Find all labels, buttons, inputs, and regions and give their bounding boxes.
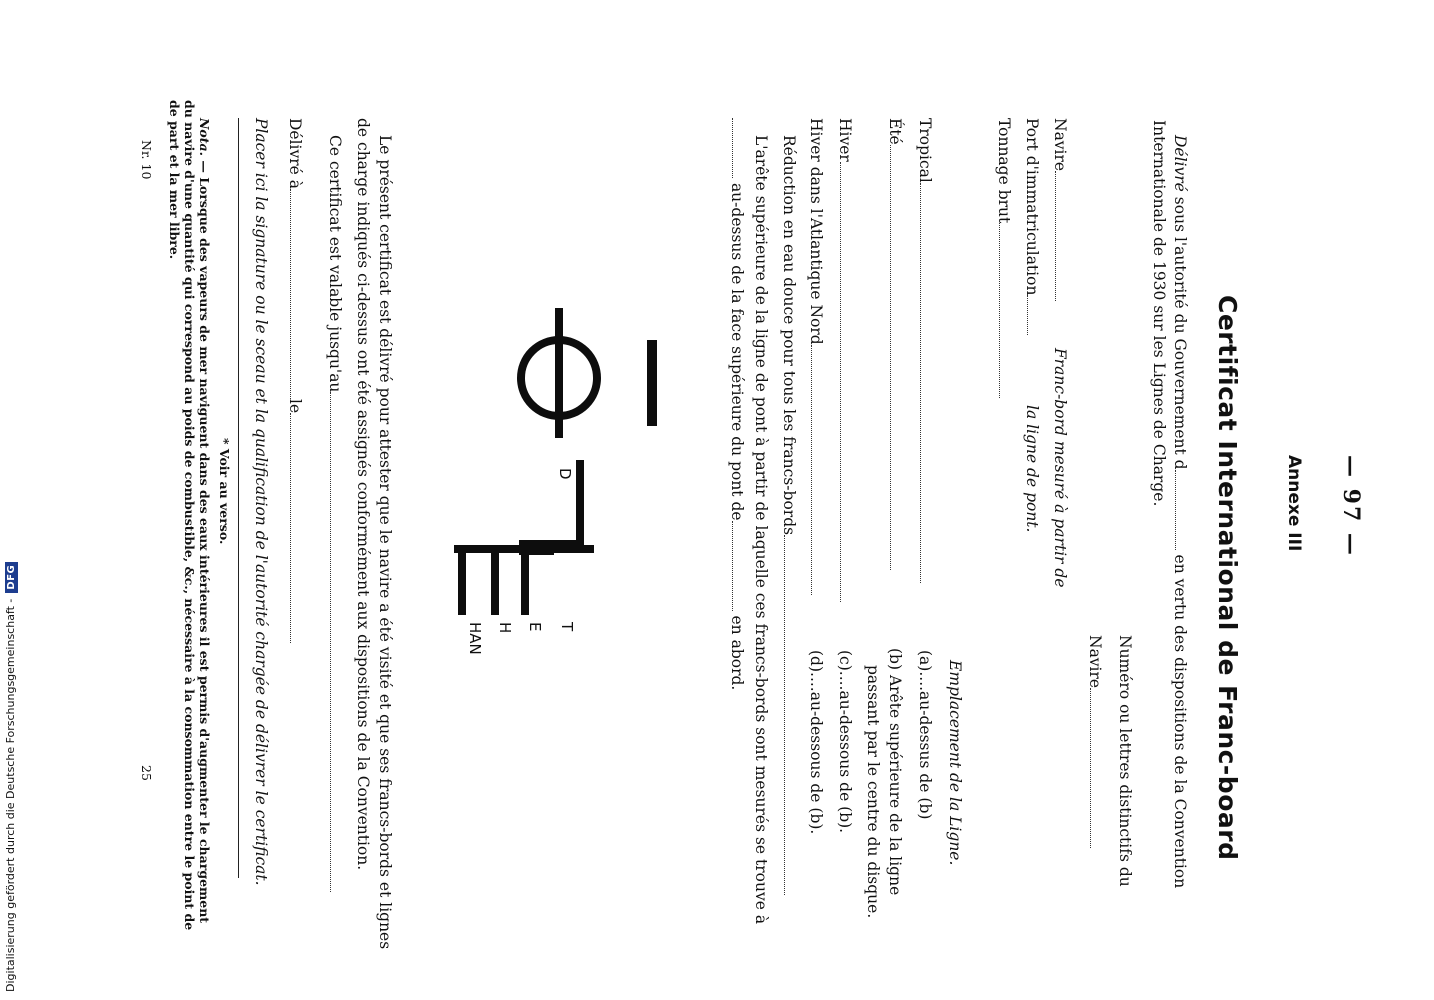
freeboard-header-1: Franc-bord mesuré à partir de xyxy=(1051,348,1069,588)
valid-line xyxy=(326,135,344,892)
diagram-label-han: HAN xyxy=(466,622,484,655)
nota-line-1 xyxy=(197,118,212,923)
document-title: Certificat International de Franc-board xyxy=(1213,295,1242,861)
vertical-line-mark xyxy=(576,460,584,545)
credit-text: Digitalisierung gefördert durch die Deutsche Forschungsgemeinschaft - xyxy=(4,598,17,992)
delivre-place-field xyxy=(290,189,303,399)
line-atlantique-label: Hiver dans l'Atlantique Nord xyxy=(807,118,825,345)
line-atlantique-field xyxy=(811,345,824,595)
numero-field xyxy=(1090,688,1103,848)
delivre-date-field xyxy=(290,413,303,643)
footer-page-number: 25 xyxy=(139,765,154,781)
plimsoll-disc xyxy=(489,298,629,460)
nota-label: Nota. xyxy=(197,118,212,156)
intro-line-2: Internationale de 1930 sur les Lignes de Charge. xyxy=(1150,120,1168,507)
diagram-label-d: D xyxy=(556,468,574,480)
line-hiver-position: (c)....au-dessous de (b). xyxy=(836,650,854,834)
port-line xyxy=(1023,118,1041,335)
signature-rule xyxy=(238,118,239,878)
line-ete-position: (b) Arête supérieure de la ligne xyxy=(886,648,904,896)
deck-line-mark xyxy=(647,340,657,426)
certification-line-2: de charge indiqués ci-dessus ont été assignés conformément aux dispositions de la Convention. xyxy=(354,118,372,871)
winter-mark xyxy=(491,545,499,615)
emplacement-header: Emplacement de la Ligne. xyxy=(946,660,964,866)
intro-line-1 xyxy=(1171,135,1189,888)
numero-label: Numéro ou lettres distinctifs du xyxy=(1116,635,1134,887)
annexe-label: Annexe III xyxy=(1284,455,1304,552)
line-ete-position-2: passant par le centre du disque. xyxy=(864,665,882,919)
delivre-label: Délivré à xyxy=(286,118,304,190)
port-field xyxy=(1027,295,1040,335)
reduction-field xyxy=(784,535,797,895)
arete-depth-field xyxy=(732,118,745,178)
arete-line-2 xyxy=(728,118,746,690)
line-ete xyxy=(886,118,904,570)
marks-stem xyxy=(454,545,554,553)
diagram-label-t: T xyxy=(558,622,576,632)
diagram-label-h: H xyxy=(496,622,514,634)
winter-na-mark xyxy=(458,545,466,615)
intro-delivre: Délivré xyxy=(1171,135,1189,192)
nota-text-1: — Lorsque des vapeurs de mer naviguent dans des eaux intérieures il est permis d'augmenter le chargement xyxy=(197,160,212,924)
reduction-line xyxy=(780,135,798,895)
intro-convention: en vertu des dispositions de la Convention xyxy=(1171,554,1189,889)
reduction-label: Réduction en eau douce pour tous les francs-bords xyxy=(780,135,798,536)
summer-mark xyxy=(521,545,529,615)
line-tropical xyxy=(916,118,934,583)
arete-line-1: L'arête supérieure de la ligne de pont à partir de laquelle ces francs-bords sont mesurés se trouve à xyxy=(752,135,770,925)
delivre-line xyxy=(286,118,304,643)
line-hiver-field xyxy=(840,162,853,602)
line-ete-label: Été xyxy=(886,118,904,145)
line-atlantique-position: (d)....au-dessous de (b). xyxy=(807,650,825,835)
nota-line-2: du navire d'une quantité qui correspond au poids de combustible, &c., nécessaire à la consommation entre le point de xyxy=(182,100,197,931)
navire-label: Navire xyxy=(1051,118,1069,172)
nota-line-3: de part et la mer libre. xyxy=(167,100,182,260)
arete-en-abord: en abord. xyxy=(728,615,746,691)
arete-deck-field xyxy=(732,521,745,611)
line-tropical-label: Tropical xyxy=(916,118,934,183)
numero-line xyxy=(1086,635,1104,848)
line-tropical-field xyxy=(920,183,933,583)
line-tropical-position: (a)....au-dessus de (b) xyxy=(916,650,934,820)
le-label: le xyxy=(286,399,304,414)
freeboard-header-2: la ligne de pont. xyxy=(1023,405,1041,533)
valid-field xyxy=(330,392,343,892)
signature-instruction: Placer ici la signature ou le sceau et la qualification de l'autorité chargée de délivrer le certificat. xyxy=(252,118,270,886)
diagram-label-e: E xyxy=(526,622,544,632)
valid-label: Ce certificat est valable jusqu'au xyxy=(326,135,344,393)
line-ete-field xyxy=(890,145,903,570)
government-field xyxy=(1175,470,1188,550)
tonnage-field xyxy=(999,223,1012,398)
diagram-top-stem xyxy=(544,545,594,553)
dfg-logo: DFG xyxy=(5,562,18,593)
voir-au-verso: * Voir au verso. xyxy=(217,438,232,545)
navire-field xyxy=(1055,171,1068,301)
footer-left: Nr. 10 xyxy=(139,140,154,180)
port-label: Port d'immatriculation xyxy=(1023,118,1041,296)
digitization-credit xyxy=(0,0,30,1000)
intro-authority: sous l'autorité du Gouvernement d xyxy=(1171,196,1189,470)
tonnage-label: Tonnage brut xyxy=(995,118,1013,224)
certification-line-1: Le présent certificat est délivré pour attester que le navire a été visité et que ses francs-bords et lignes xyxy=(376,135,394,950)
page-number: — 97 — xyxy=(1338,455,1364,557)
numero-navire-label: Navire xyxy=(1086,635,1104,689)
line-hiver-label: Hiver xyxy=(836,118,854,162)
line-atlantique xyxy=(807,118,825,595)
arete-line-2-text: au-dessus de la face supérieure du pont de xyxy=(728,182,746,521)
navire-line xyxy=(1051,118,1069,301)
line-hiver xyxy=(836,118,854,602)
tonnage-line xyxy=(995,118,1013,398)
